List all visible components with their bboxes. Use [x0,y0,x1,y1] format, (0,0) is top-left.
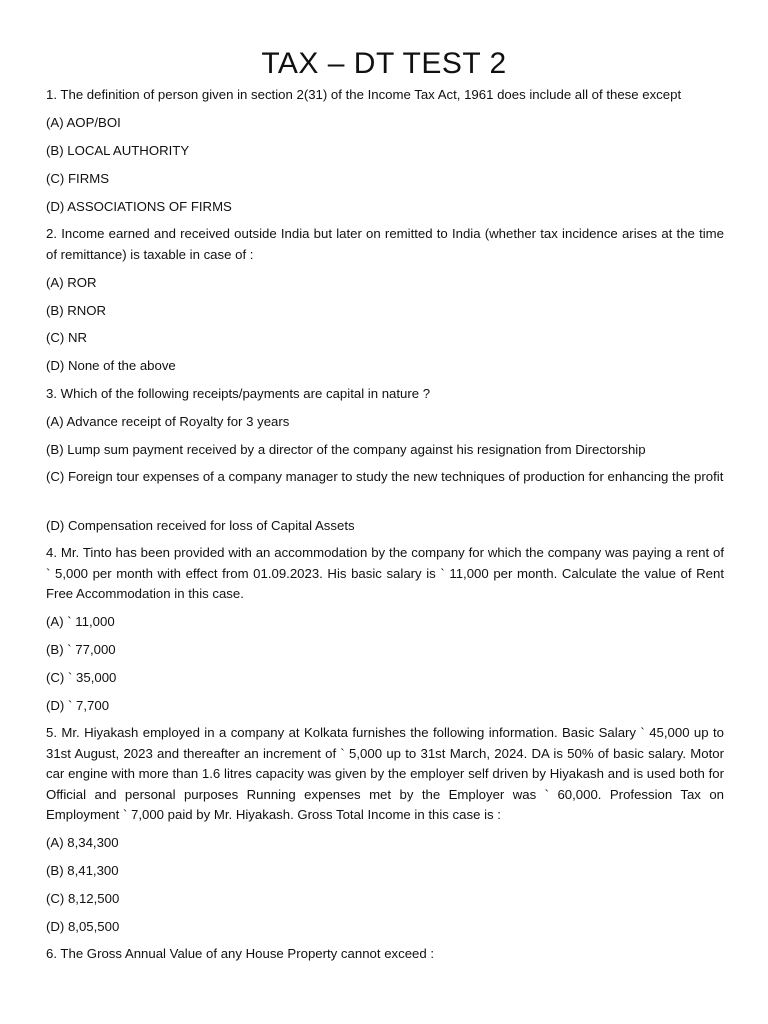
question-2-option-d: (D) None of the above [46,358,176,373]
question-1-text: 1. The definition of person given in section 2(31) of the Income Tax Act, 1961 does include all of these except [46,87,682,102]
question-4-option-c: (C) ` 35,000 [46,670,117,685]
question-5-option-d: (D) 8,05,500 [46,919,120,934]
question-4-text: 4. Mr. Tinto has been provided with an accommodation by the company for which the company was paying a rent of ` 5,000 per month with effect from 01.09.2023. His basic salary is ` 11,000 per month. Calculate the value of Rent Free Accommodation in this case. [46,545,724,601]
question-2-option-a: (A) ROR [46,275,97,290]
question-2-option-c: (C) NR [46,330,88,345]
question-5-option-c: (C) 8,12,500 [46,891,120,906]
question-5-text: 5. Mr. Hiyakash employed in a company at Kolkata furnishes the following information. Basic Salary ` 45,000 up to 31st August, 2023 and thereafter an increment of ` 5,000 up to 31st March, 2024. DA is 50% of basic salary. Motor car engine with more than 1.6 litres capacity was given by the employer self driven by Hiyakash and is used both for Official and personal purposes Running expenses met by the Employer was ` 60,000. Profession Tax on Employment ` 7,000 paid by Mr. Hiyakash. Gross Total Income in this case is : [46,725,724,822]
question-1-option-c: (C) FIRMS [46,171,109,186]
question-4-option-d: (D) ` 7,700 [46,698,110,713]
question-4-option-b: (B) ` 77,000 [46,642,116,657]
question-6-text: 6. The Gross Annual Value of any House Property cannot exceed : [46,946,435,961]
question-1-option-a: (A) AOP/BOI [46,115,121,130]
question-2-text: 2. Income earned and received outside India but later on remitted to India (whether tax incidence arises at the time of remittance) is taxable in case of : [46,226,724,262]
page-title: TAX – DT TEST 2 [261,47,507,80]
question-1-option-b: (B) LOCAL AUTHORITY [46,143,190,158]
question-5-option-a: (A) 8,34,300 [46,835,119,850]
question-3-text: 3. Which of the following receipts/payments are capital in nature ? [46,386,431,401]
question-3-option-d: (D) Compensation received for loss of Capital Assets [46,518,355,533]
question-1-option-d: (D) ASSOCIATIONS OF FIRMS [46,199,232,214]
question-3-option-a: (A) Advance receipt of Royalty for 3 years [46,414,290,429]
question-4-option-a: (A) ` 11,000 [46,614,115,629]
question-5-option-b: (B) 8,41,300 [46,863,119,878]
question-3-option-b: (B) Lump sum payment received by a director of the company against his resignation from Directorship [46,442,646,457]
question-2-option-b: (B) RNOR [46,303,107,318]
question-3-option-c: (C) Foreign tour expenses of a company manager to study the new techniques of production for enhancing the profit [46,469,724,484]
